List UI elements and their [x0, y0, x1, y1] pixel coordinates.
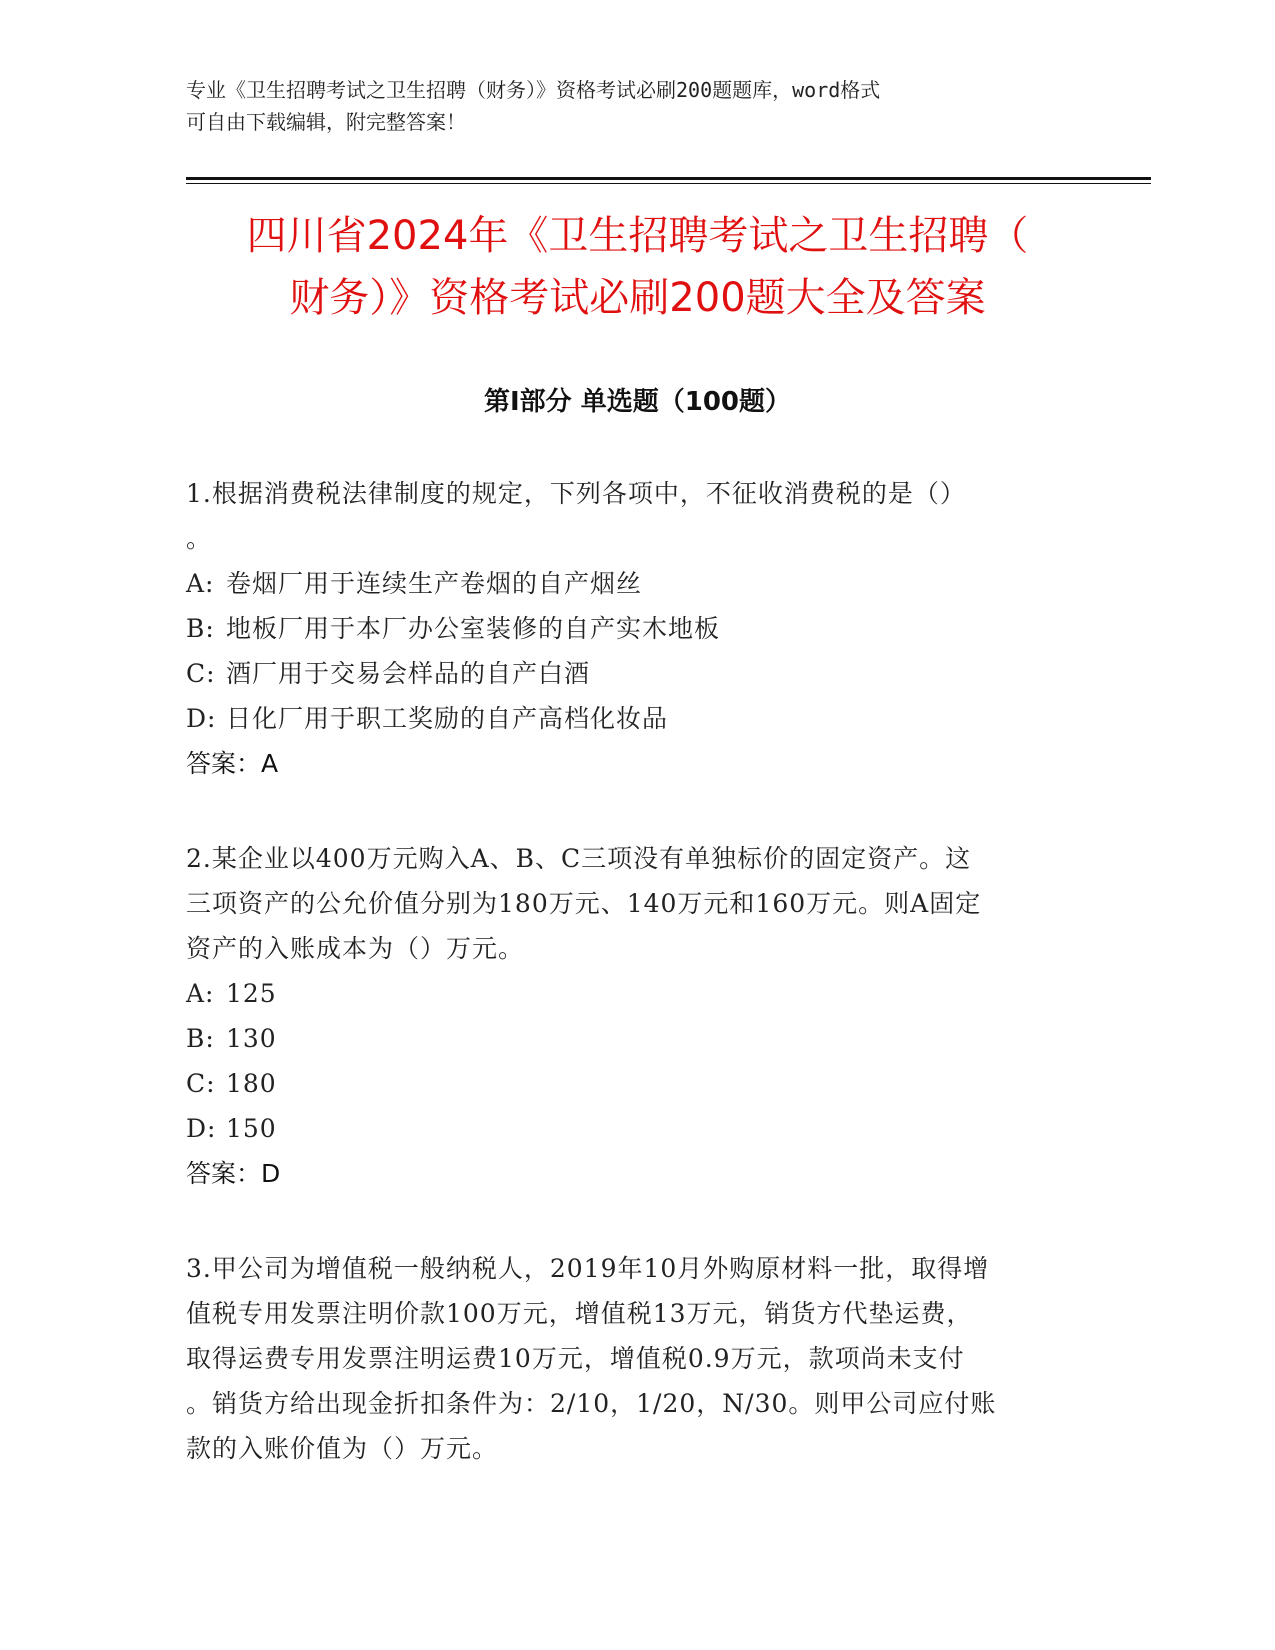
- option-c: [186, 651, 1086, 696]
- option-text: 125: [226, 979, 277, 1008]
- document-title: [150, 205, 1125, 329]
- question-stem-line: 。: [186, 524, 213, 553]
- question-1: [186, 471, 1086, 786]
- document-title-line-2: 财务）》资格考试必刷200题大全及答案: [289, 275, 986, 321]
- option-key: B:: [186, 1024, 215, 1053]
- option-d: [186, 1106, 1086, 1151]
- option-a: [186, 971, 1086, 1016]
- option-a: [186, 561, 1086, 606]
- question-3: [186, 1246, 1086, 1471]
- option-text: 150: [226, 1114, 277, 1143]
- option-d: [186, 696, 1086, 741]
- answer-label: 答案：D: [186, 1159, 281, 1188]
- question-stem-line: 2.某企业以400万元购入A、B、C三项没有单独标价的固定资产。这: [186, 844, 972, 873]
- header-divider-thin: [186, 183, 1151, 184]
- header-note-line-1: 专业《卫生招聘考试之卫生招聘（财务）》资格考试必刷200题题库，word格式: [186, 78, 881, 102]
- option-b: [186, 606, 1086, 651]
- question-2: [186, 836, 1086, 1196]
- option-text: 卷烟厂用于连续生产卷烟的自产烟丝: [226, 569, 643, 598]
- option-key: B:: [186, 614, 215, 643]
- question-stem-line: 取得运费专用发票注明运费10万元，增值税0.9万元，款项尚未支付: [186, 1344, 965, 1373]
- option-c: [186, 1061, 1086, 1106]
- option-text: 130: [226, 1024, 277, 1053]
- question-stem-line: 值税专用发票注明价款100万元，增值税13万元，销货方代垫运费，: [186, 1299, 973, 1328]
- header-note-line-2: 可自由下载编辑，附完整答案！: [186, 110, 466, 134]
- option-text: 酒厂用于交易会样品的自产白酒: [226, 659, 591, 688]
- question-list: [186, 471, 1086, 1521]
- header-note: [186, 74, 1086, 138]
- option-key: D:: [186, 704, 217, 733]
- section-title: 第Ⅰ部分 单选题（100题）: [484, 387, 791, 417]
- answer-label: 答案：A: [186, 749, 279, 778]
- document-title-line-1: 四川省2024年《卫生招聘考试之卫生招聘（: [246, 213, 1029, 259]
- option-b: [186, 1016, 1086, 1061]
- question-stem-line: 款的入账价值为（）万元。: [186, 1434, 499, 1463]
- question-stem-line: 。销货方给出现金折扣条件为：2/10，1/20，N/30。则甲公司应付账: [186, 1389, 997, 1418]
- header-divider-thick: [186, 177, 1151, 180]
- option-key: A:: [186, 979, 215, 1008]
- option-text: 日化厂用于职工奖励的自产高档化妆品: [226, 704, 669, 733]
- option-key: A:: [186, 569, 215, 598]
- option-text: 地板厂用于本厂办公室装修的自产实木地板: [226, 614, 721, 643]
- option-text: 180: [226, 1069, 277, 1098]
- question-stem-line: 三项资产的公允价值分别为180万元、140万元和160万元。则A固定: [186, 889, 982, 918]
- question-stem-line: 1.根据消费税法律制度的规定，下列各项中，不征收消费税的是（）: [186, 479, 966, 508]
- option-key: C:: [186, 659, 216, 688]
- option-key: C:: [186, 1069, 216, 1098]
- question-stem-line: 资产的入账成本为（）万元。: [186, 934, 525, 963]
- option-key: D:: [186, 1114, 217, 1143]
- question-stem-line: 3.甲公司为增值税一般纳税人，2019年10月外购原材料一批，取得增: [186, 1254, 990, 1283]
